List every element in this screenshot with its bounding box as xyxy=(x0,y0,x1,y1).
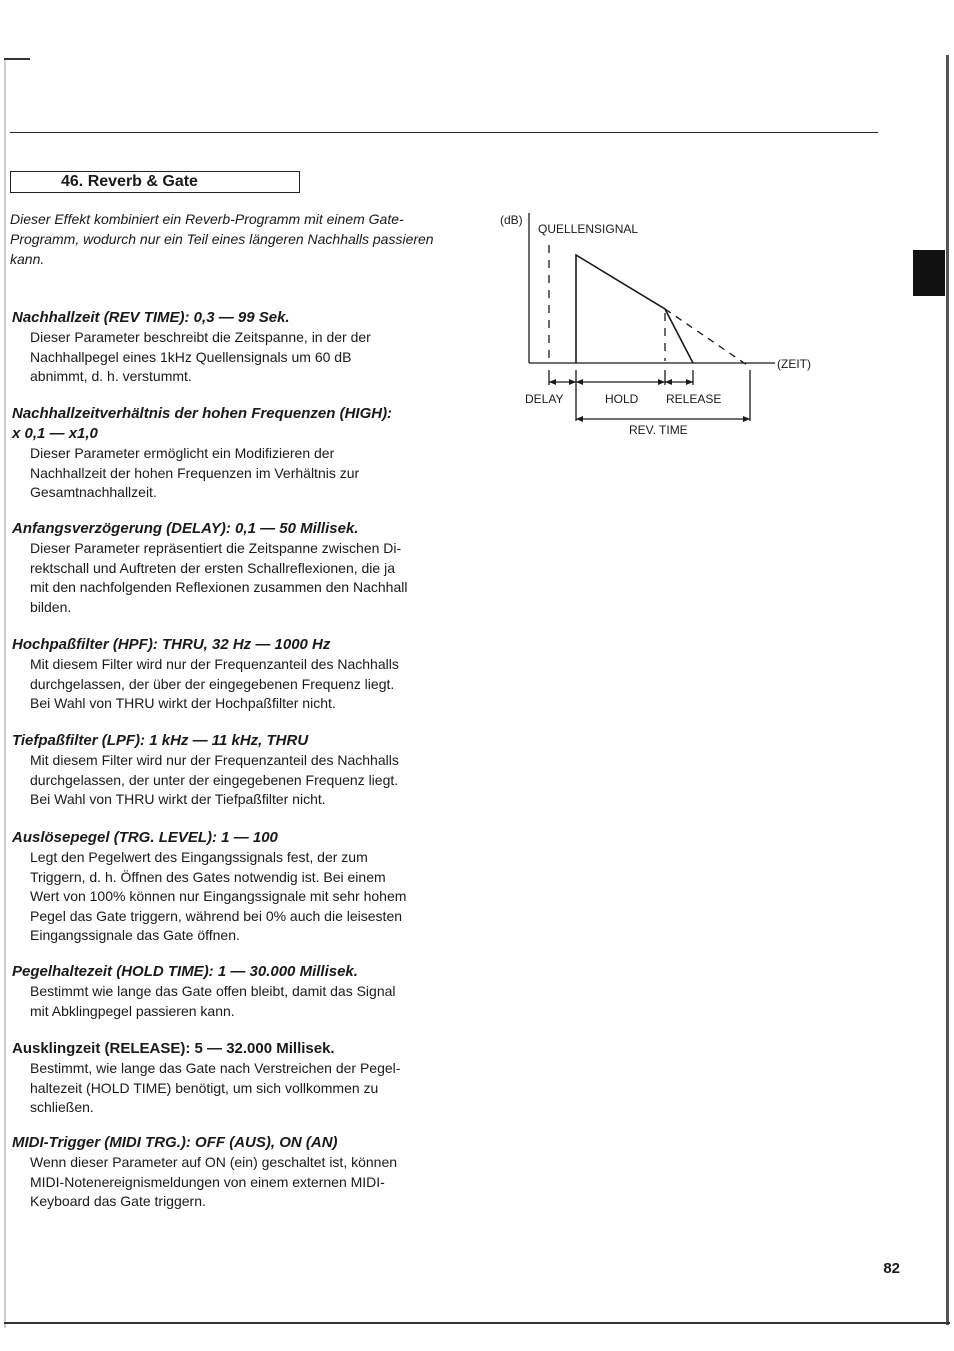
scan-edge-left xyxy=(4,58,6,1328)
param-line: Pegel das Gate triggern, während bei 0% auch die leisesten xyxy=(30,907,403,924)
hold-label: HOLD xyxy=(605,392,639,406)
param-line: Legt den Pegelwert des Eingangssignals fest, der zum xyxy=(30,849,368,865)
corner-mark xyxy=(4,58,30,60)
param-release xyxy=(12,1039,437,1118)
source-signal-label: QUELLENSIGNAL xyxy=(538,222,639,236)
param-heading: Hochpaßfilter (HPF): THRU, 32 Hz — 1000 Hz xyxy=(12,636,331,653)
param-line: MIDI-Notenereignismeldungen von einem externen MIDI- xyxy=(30,1173,385,1190)
param-heading: Anfangsverzögerung (DELAY): 0,1 — 50 Millisek. xyxy=(12,520,359,537)
param-heading-range: x 0,1 — x1,0 xyxy=(12,425,98,442)
param-line: Triggern, d. h. Öffnen des Gates notwendig ist. Bei einem xyxy=(30,868,386,885)
reverb-continuation xyxy=(665,309,747,365)
arrowhead xyxy=(576,379,583,385)
param-line: Dieser Parameter beschreibt die Zeitspanne, in der der xyxy=(30,329,371,345)
param-hold-time xyxy=(12,962,437,1021)
scan-edge-right xyxy=(946,55,949,1325)
param-line: Mit diesem Filter wird nur der Frequenzanteil des Nachhalls xyxy=(30,656,399,672)
param-heading: Pegelhaltezeit (HOLD TIME): 1 — 30.000 Millisek. xyxy=(12,963,358,980)
header-rule xyxy=(10,132,878,133)
param-line: mit den nachfolgenden Reflexionen zusammen den Nachhall xyxy=(30,579,408,595)
param-heading: Auslösepegel (TRG. LEVEL): 1 — 100 xyxy=(12,829,278,846)
param-line: Wert von 100% können nur Eingangssignale mit sehr hohem xyxy=(30,888,407,904)
param-line: durchgelassen, der unter der eingegebenen Frequenz liegt. xyxy=(30,771,399,788)
y-unit-label: (dB) xyxy=(500,213,523,227)
param-heading: Tiefpaßfilter (LPF): 1 kHz — 11 kHz, THRU xyxy=(12,732,309,749)
arrowhead xyxy=(569,379,576,385)
param-line: Keyboard das Gate triggern. xyxy=(30,1193,206,1209)
param-line: abnimmt, d. h. verstummt. xyxy=(30,368,192,384)
param-line: Bestimmt, wie lange das Gate nach Verstreichen der Pegel- xyxy=(30,1060,401,1076)
release-label: RELEASE xyxy=(666,392,722,406)
thumb-index-tab xyxy=(913,250,945,296)
footer-rule xyxy=(4,1322,950,1324)
param-rev-time xyxy=(12,308,437,387)
param-line: bilden. xyxy=(30,598,72,615)
param-line: schließen. xyxy=(30,1099,94,1115)
param-line: Eingangssignale das Gate öffnen. xyxy=(30,927,240,943)
param-line: mit Abklingpegel passieren kann. xyxy=(30,1002,235,1019)
section-title: 46. Reverb & Gate xyxy=(61,173,198,190)
param-heading: MIDI-Trigger (MIDI TRG.): OFF (AUS), ON (AN) xyxy=(12,1134,338,1151)
param-lpf xyxy=(12,731,437,810)
param-high xyxy=(12,404,437,503)
param-line: Bestimmt wie lange das Gate offen bleibt, damit das Signal xyxy=(30,983,396,999)
param-line: Mit diesem Filter wird nur der Frequenzanteil des Nachhalls xyxy=(30,752,399,768)
param-midi-trg xyxy=(12,1133,437,1212)
param-line: Wenn dieser Parameter auf ON (ein) geschaltet ist, können xyxy=(30,1154,398,1170)
param-line: Nachhallpegel eines 1kHz Quellensignals um 60 dB xyxy=(30,348,352,365)
arrowhead xyxy=(549,379,556,385)
arrowhead xyxy=(576,416,583,422)
param-heading: Ausklingzeit (RELEASE): 5 — 32.000 Millisek. xyxy=(12,1040,335,1057)
param-line: Dieser Parameter ermöglicht ein Modifizieren der xyxy=(30,445,335,461)
intro-text: Dieser Effekt kombiniert ein Reverb-Programm mit einem Gate-Programm, wodurch nur ein Teil eines längeren Nachhalls passieren kann. xyxy=(10,211,434,267)
param-trg-level xyxy=(12,828,437,946)
param-line: Dieser Parameter repräsentiert die Zeitspanne zwischen Di- xyxy=(30,540,402,556)
param-heading: Nachhallzeitverhältnis der hohen Frequenzen (HIGH): xyxy=(12,405,393,422)
gate-envelope xyxy=(576,255,693,363)
arrowhead xyxy=(665,379,672,385)
delay-label: DELAY xyxy=(525,392,564,406)
param-line: Bei Wahl von THRU wirkt der Hochpaßfilter nicht. xyxy=(30,695,336,711)
param-line: Nachhallzeit der hohen Frequenzen im Verhältnis zur xyxy=(30,464,360,481)
section-title-box xyxy=(10,171,300,193)
arrowhead xyxy=(658,379,665,385)
param-heading: Nachhallzeit (REV TIME): 0,3 — 99 Sek. xyxy=(12,309,290,326)
param-line: durchgelassen, der über der eingegebenen Frequenz liegt. xyxy=(30,675,395,692)
x-unit-label: (ZEIT) xyxy=(777,357,811,371)
arrowhead xyxy=(743,416,750,422)
param-line: Bei Wahl von THRU wirkt der Tiefpaßfilter nicht. xyxy=(30,791,326,807)
param-line: Gesamtnachhallzeit. xyxy=(30,484,157,500)
rev-time-label: REV. TIME xyxy=(629,423,688,437)
arrowhead xyxy=(686,379,693,385)
param-hpf xyxy=(12,635,437,714)
param-delay xyxy=(12,519,437,617)
param-line: rektschall und Auftreten der ersten Schallreflexionen, die ja xyxy=(30,559,395,576)
reverb-gate-diagram xyxy=(495,205,825,445)
param-line: haltezeit (HOLD TIME) benötigt, um sich vollkommen zu xyxy=(30,1079,379,1096)
page-number: 82 xyxy=(883,1260,900,1277)
